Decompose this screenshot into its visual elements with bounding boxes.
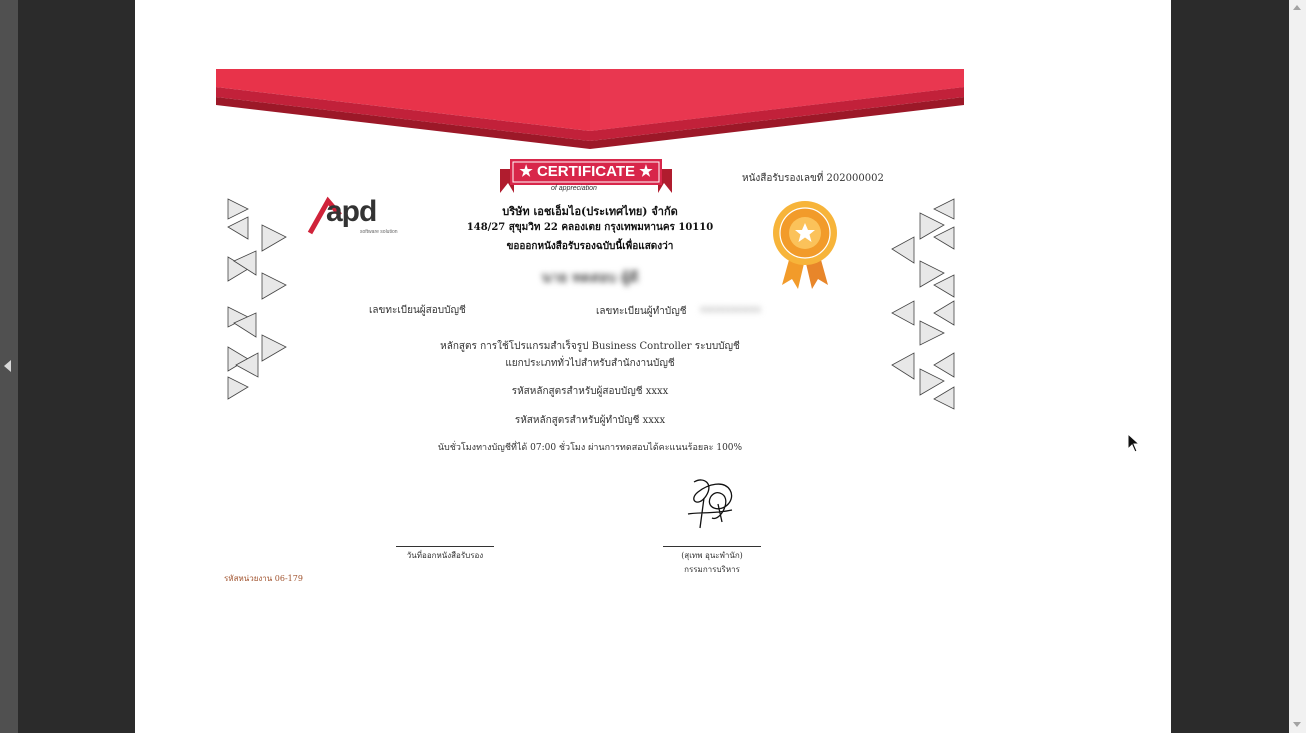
certify-statement: ขอออกหนังสือรับรองฉบับนี้เพื่อแสดงว่า: [506, 241, 674, 252]
signer-title: กรรมการบริหาร: [684, 565, 740, 574]
signer-name: (สุเทพ อุนะพำนัก): [681, 551, 743, 560]
signature-line: [663, 546, 761, 547]
accountant-course-code: รหัสหลักสูตรสำหรับผู้ทำบัญชี xxxx: [514, 415, 666, 426]
accountant-registration-label: เลขทะเบียนผู้ทำบัญชี: [596, 306, 687, 317]
accountant-registration-value: xxxxxxxxxxxx: [700, 305, 761, 315]
vertical-scrollbar[interactable]: [1289, 0, 1306, 733]
logo-subtext: software solution: [360, 229, 398, 235]
logo-text: apd: [326, 195, 377, 228]
auditor-course-code: รหัสหลักสูตรสำหรับผู้สอบบัญชี xxxx: [511, 386, 669, 397]
auditor-registration-label: เลขทะเบียนผู้สอบบัญชี: [369, 305, 466, 316]
top-ribbon-decoration: [216, 69, 964, 151]
scroll-up-icon[interactable]: [1293, 5, 1301, 10]
certificate: [216, 69, 964, 589]
date-line: [396, 546, 494, 547]
course-title-line1: หลักสูตร การใช้โปรแกรมสำเร็จรูป Business Controller ระบบบัญชี: [440, 341, 740, 352]
badge-title: ★ CERTIFICATE ★: [519, 163, 653, 180]
triangle-left-icon[interactable]: [4, 360, 11, 372]
company-name: บริษัท เอชเอ็มไอ(ประเทศไทย) จำกัด: [502, 205, 678, 218]
scroll-down-icon[interactable]: [1293, 722, 1301, 727]
signature-image: [684, 474, 740, 534]
company-address: 148/27 สุขุมวิท 22 คลองเตย กรุงเทพมหานคร 10110: [466, 222, 714, 233]
left-panel-strip: [0, 0, 18, 733]
mouse-pointer-icon: [1127, 433, 1141, 453]
hours-and-score: นับชั่วโมงทางบัญชีที่ได้ 07:00 ชั่วโมง ผ่านการทดสอบได้คะแนนร้อยละ 100%: [437, 443, 743, 453]
certificate-number: หนังสือรับรองเลขที่ 202000002: [742, 173, 884, 184]
issue-date-caption: วันที่ออกหนังสือรับรอง: [406, 551, 484, 560]
badge-subtitle: of appreciation: [551, 185, 597, 192]
course-title-line2: แยกประเภททั่วไปสำหรับสำนักงานบัญชี: [505, 358, 675, 369]
recipient-name: นาย ทดสอบ ผู้ดี: [541, 270, 639, 286]
unit-code: รหัสหน่วยงาน 06-179: [224, 574, 303, 583]
